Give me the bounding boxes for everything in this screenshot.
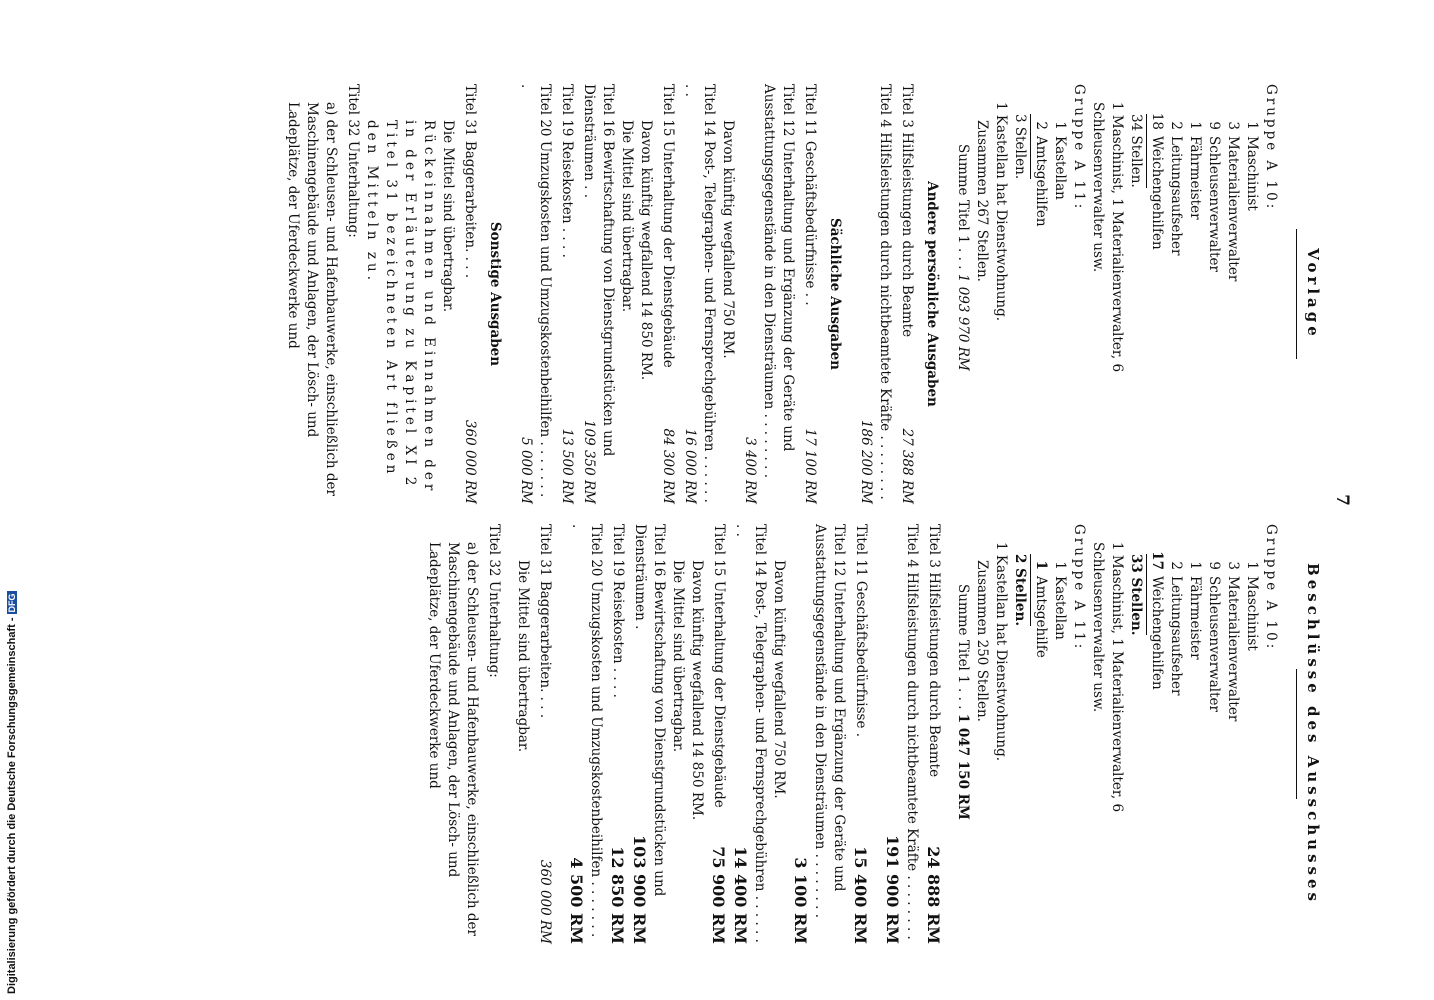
list-item: 1Maschinist (1244, 121, 1260, 211)
entry-titel-16: Titel 16 Bewirtschaftung von Dienstgrundstücken und Diensträumen . 103 900 RM (630, 524, 667, 944)
entry-titel-16: Titel 16 Bewirtschaftung von Dienstgrundstücken und Diensträumen . . 109 350 RM (581, 84, 616, 504)
entry-titel-20: Titel 20 Umzugskosten und Umzugskostenbeihilfen . . . . . . . . 5 000 RM (518, 84, 553, 504)
list-item: 1Amtsgehilfe (1033, 560, 1049, 658)
list-item: 3Materialienverwalter (1225, 121, 1241, 282)
zusammen-line: Zusammen 267 Stellen. (974, 120, 990, 282)
heading-rule (1296, 229, 1297, 359)
list-item: 9Schleusenverwalter (1206, 561, 1222, 712)
list-item: 9Schleusenverwalter (1206, 121, 1222, 272)
entry-titel-3: Titel 3 Hilfsleistungen durch Beamte 27 388 RM (899, 84, 915, 504)
a10-note: 1 Maschinist, 1 Materialienverwalter, 6 Schleusenverwalter usw. (1090, 542, 1125, 813)
entry-titel-15: Titel 15 Unterhaltung der Dienstgebäude 75 900 RM (709, 524, 728, 944)
entry-titel-12: Titel 12 Unterhaltung und Ergänzung der Geräte und Ausstattungsgegenstände in den Diensträumen . . . . . . . . 3 100 RM (791, 524, 847, 944)
spacer (870, 524, 880, 944)
a10-total: 34 Stellen. (1126, 84, 1147, 504)
a10-list (1147, 84, 1261, 504)
entry-titel-19: Titel 19 Reisekosten . . . . 13 500 RM (559, 84, 575, 504)
section-heading-andere: Andere persönliche Ausgaben (924, 181, 940, 407)
list-item: 3Materialienverwalter (1225, 561, 1241, 722)
list-item: 2Leitungsaufseher (1168, 121, 1184, 256)
column-heading: Vorlage (1304, 248, 1322, 340)
list-item: 1Fährmeister (1187, 561, 1203, 660)
spacer (943, 524, 953, 944)
a11-total: 2 Stellen. (1010, 524, 1031, 944)
entry-titel-12: Titel 12 Unterhaltung und Ergänzung der Geräte und Ausstattungsgegenstände in den Diensträumen . . . . . . . . 3 400 RM (742, 84, 796, 504)
titel-31-note: Die Mittel sind übertragbar. (515, 560, 531, 753)
list-item: 2Leitungsaufseher (1168, 561, 1184, 696)
entry-titel-14: Titel 14 Post-, Telegraphen- und Fernsprechgebühren . . . . . . . . 16 000 RM (682, 84, 717, 504)
page-number: 7 (1332, 494, 1352, 506)
gruppe-a11-label: Gruppe A 11: (1071, 84, 1087, 212)
column-vorlage (283, 84, 1322, 504)
gruppe-a10-label: Gruppe A 10: (1263, 84, 1279, 212)
titel-15-note: Die Mittel sind übertragbar. (670, 560, 686, 753)
dfg-logo: DFG (7, 593, 17, 613)
column-beschluesse (424, 524, 1322, 944)
gruppe-a10-label: Gruppe A 10: (1263, 524, 1279, 652)
entry-titel-4: Titel 4 Hilfsleistungen durch nichtbeamtete Kräfte . . . . . . . . 186 200 RM (858, 84, 893, 504)
entry-titel-11: Titel 11 Geschäftsbedürfnisse . 15 400 RM (851, 524, 870, 944)
titel-31-note: Die Mittel sind übertragbar. (440, 120, 456, 313)
entry-titel-32: Titel 32 Unterhaltung: (345, 84, 361, 238)
entry-titel-4: Titel 4 Hilfsleistungen durch nichtbeamtete Kräfte . . . . . . . . 191 900 RM (883, 524, 920, 944)
titel-12-note: Davon künftig wegfallend 750 RM. (771, 560, 787, 799)
a11-note: 1 Kastellan hat Dienstwohnung. (993, 102, 1009, 322)
section-heading-sonstige: Sonstige Ausgaben (487, 221, 503, 367)
titel-15-note: Davon künftig wegfallend 14 850 RM. (689, 560, 705, 821)
titel-31-note: Rückeinnahmen und Einnahmen der in der Erläuterung zu Kapitel XI 2 Titel 31 bezeichneten Art fließen den Mitteln zu. (364, 120, 437, 495)
entry-titel-20: Titel 20 Umzugskosten und Umzugskostenbeihilfen . . . . . . . . 4 500 RM (567, 524, 604, 944)
list-item: 18Weichengehilfen (1149, 112, 1165, 250)
a10-list (1147, 524, 1261, 944)
list-item: 2Amtsgehilfen (1033, 121, 1049, 227)
entry-titel-32: Titel 32 Unterhaltung: (486, 524, 502, 678)
a11-total: 3 Stellen. (1010, 84, 1031, 504)
entry-titel-14: Titel 14 Post-, Telegraphen- und Fernsprechgebühren . . . . . . . . 14 400 RM (731, 524, 768, 944)
a10-note: 1 Maschinist, 1 Materialienverwalter, 6 Schleusenverwalter usw. (1090, 102, 1125, 373)
titel-15-note: Die Mittel sind übertragbar. (619, 120, 635, 313)
gruppe-a11-label: Gruppe A 11: (1071, 524, 1087, 652)
list-item: 1Kastellan (1052, 121, 1068, 200)
summe-line: Summe Titel 1 . . . 1 093 970 RM (955, 144, 971, 371)
entry-titel-3: Titel 3 Hilfsleistungen durch Beamte 24 888 RM (924, 524, 943, 944)
spacer (554, 524, 564, 944)
summe-line: Summe Titel 1 . . . 1 047 150 RM (955, 584, 971, 820)
list-item: 1Kastellan (1052, 561, 1068, 640)
spacer (503, 524, 513, 944)
heading-rule (1296, 669, 1297, 799)
zusammen-line: Zusammen 250 Stellen. (974, 560, 990, 722)
entry-titel-15: Titel 15 Unterhaltung der Dienstgebäude 84 300 RM (660, 84, 676, 504)
titel-32-item-a: a) der Schleusen- und Hafenbauwerke, einschließlich der Maschinengebäude und Anlagen, der Lösch- und Ladeplätze, der Uferdeckwerke und (285, 102, 339, 497)
entry-titel-11: Titel 11 Geschäftsbedürfnisse . . 17 100 RM (802, 84, 818, 504)
list-item: 17Weichengehilfen (1149, 551, 1165, 690)
a10-total: 33 Stellen. (1126, 524, 1147, 944)
section-heading-saechliche: Sächliche Ausgaben (827, 217, 843, 371)
entry-titel-31: Titel 31 Baggerarbeiten. . . . 360 000 RM (537, 524, 553, 944)
list-item: 1Fährmeister (1187, 121, 1203, 220)
titel-12-note: Davon künftig wegfallend 750 RM. (720, 120, 736, 359)
a11-note: 1 Kastellan hat Dienstwohnung. (993, 542, 1009, 762)
entry-titel-19: Titel 19 Reisekosten . . . . 12 850 RM (608, 524, 627, 944)
footer-text: Digitalisierung gefördert durch die Deutsche Forschungsgemeinschaft -DFG (6, 593, 18, 994)
digitization-footer (6, 574, 28, 994)
column-heading: Beschlüsse des Ausschusses (1304, 563, 1322, 905)
titel-15-note: Davon künftig wegfallend 14 850 RM. (638, 120, 654, 381)
titel-32-item-a: a) der Schleusen- und Hafenbauwerke, einschließlich der Maschinengebäude und Anlagen, der Lösch- und Ladeplätze, der Uferdeckwerke und (426, 542, 480, 937)
entry-titel-31: Titel 31 Baggerarbeiten. . . . 360 000 RM (462, 84, 478, 504)
list-item: 1Maschinist (1244, 561, 1260, 651)
